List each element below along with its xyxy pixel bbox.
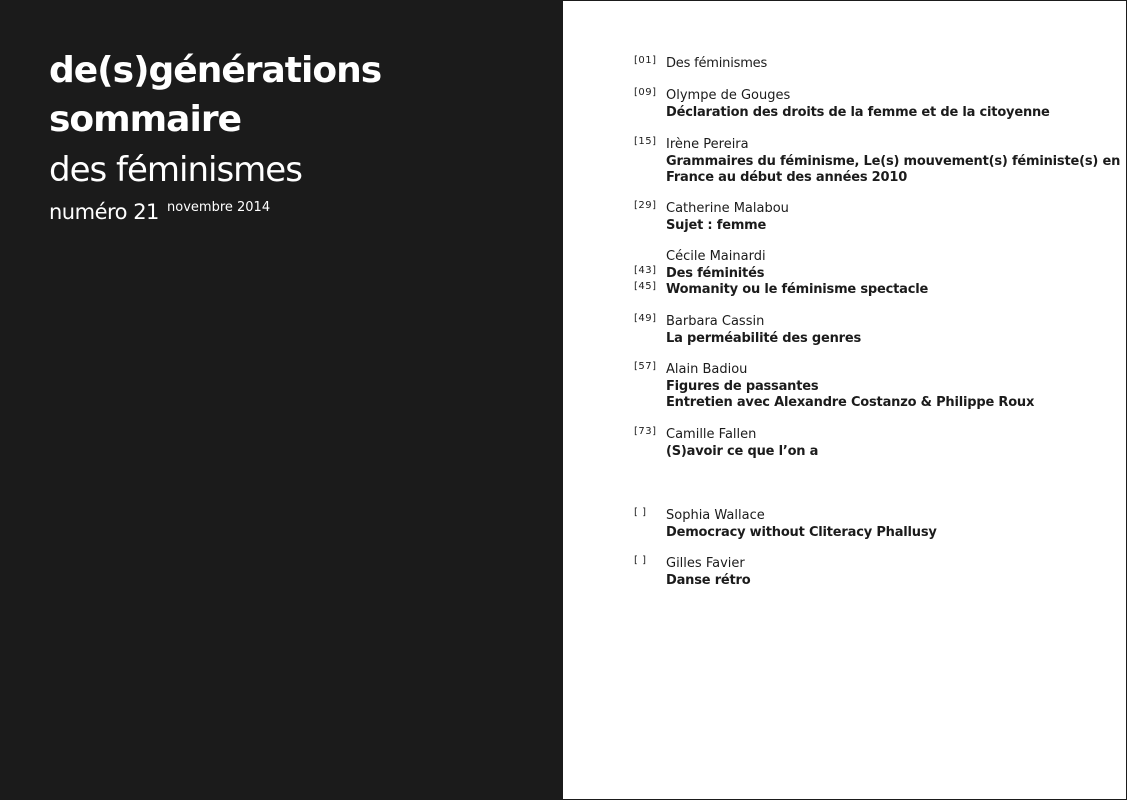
toc-title-line: Entretien avec Alexandre Costanzo & Philippe Roux (666, 395, 1035, 410)
toc-title-line: Grammaires du féminisme, Le(s) mouvement(s) féministe(s) en (666, 154, 1121, 169)
toc-author: Catherine Malabou (666, 201, 789, 216)
toc-page-number: [43] (634, 265, 657, 276)
issue-theme: des féminismes (49, 150, 302, 190)
toc-title: Womanity ou le féminisme spectacle (666, 282, 929, 297)
table-of-contents (563, 0, 1127, 800)
toc-author: Irène Pereira (666, 137, 749, 152)
toc-author: Barbara Cassin (666, 314, 765, 329)
toc-title: Déclaration des droits de la femme et de la citoyenne (666, 105, 1050, 120)
toc-page-number: [29] (634, 200, 657, 211)
toc-author: Cécile Mainardi (666, 249, 766, 264)
toc-author: Gilles Favier (666, 556, 745, 571)
toc-title: (S)avoir ce que l’on a (666, 444, 819, 459)
toc-page-number: [01] (634, 55, 657, 66)
toc-title: Democracy without Cliteracy Phallusy (666, 525, 937, 540)
toc-title: Des féminismes (666, 56, 768, 71)
toc-page-number: [73] (634, 426, 657, 437)
toc-title-line: Figures de passantes (666, 379, 819, 394)
toc-author: Sophia Wallace (666, 508, 765, 523)
journal-title: de(s)générations (49, 50, 382, 91)
toc-page-number: [ ] (634, 507, 647, 518)
toc-page-number: [49] (634, 313, 657, 324)
section-title: sommaire (49, 99, 241, 140)
toc-title-line: France au début des années 2010 (666, 170, 908, 185)
toc-title: La perméabilité des genres (666, 331, 862, 346)
toc-author: Alain Badiou (666, 362, 748, 377)
toc-author: Camille Fallen (666, 427, 757, 442)
toc-page-number: [09] (634, 87, 657, 98)
toc-page-number: [57] (634, 361, 657, 372)
toc-title: Des féminités (666, 266, 765, 281)
toc-page-number: [45] (634, 281, 657, 292)
toc-author: Olympe de Gouges (666, 88, 791, 103)
toc-page-number: [15] (634, 136, 657, 147)
cover-panel (0, 0, 563, 800)
toc-title: Danse rétro (666, 573, 751, 588)
issue-line (49, 200, 270, 224)
issue-number: numéro 21 (49, 200, 159, 224)
toc-page-number: [ ] (634, 555, 647, 566)
issue-date: novembre 2014 (167, 200, 271, 215)
toc-title: Sujet : femme (666, 218, 767, 233)
